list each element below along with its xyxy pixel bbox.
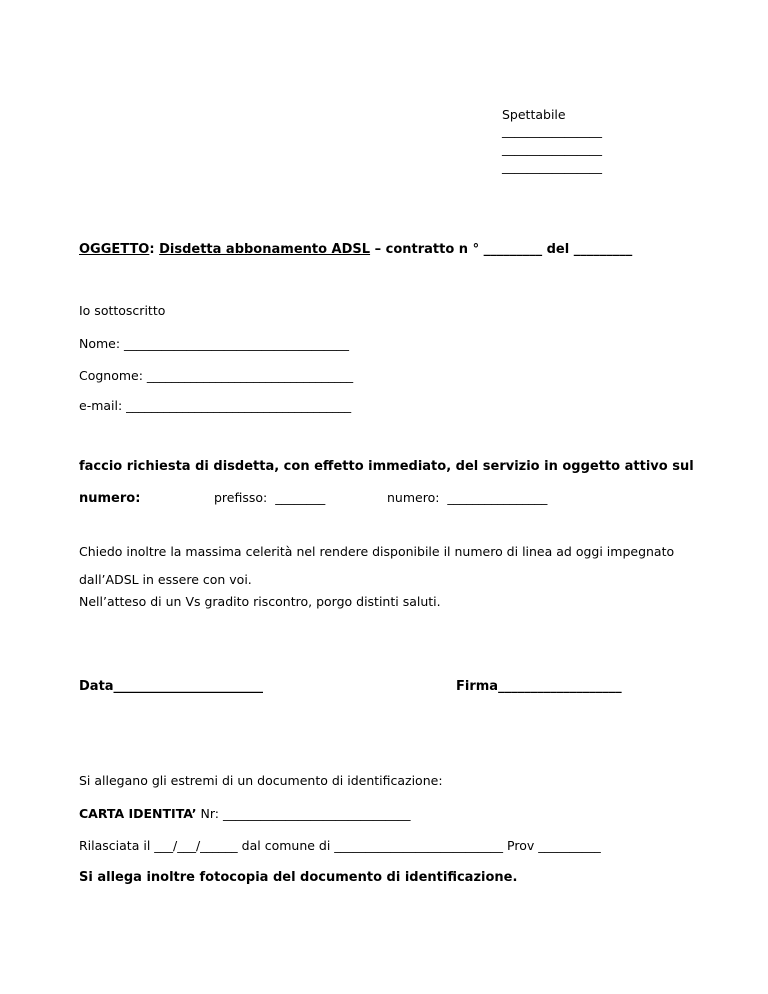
recipient-label: Spettabile [502, 107, 566, 122]
fotocopia-note: Si allega inoltre fotocopia del documento di identificazione. [79, 870, 518, 885]
body-line-2: dall’ADSL in essere con voi. [79, 572, 252, 587]
date-field: Data_______________________ [79, 679, 264, 694]
request-line: faccio richiesta di disdetta, con effetto immediato, del servizio in oggetto attivo sul [79, 459, 694, 474]
recipient-line-3: ________________ [502, 159, 602, 174]
subject-topic: Disdetta abbonamento ADSL [159, 242, 371, 257]
subject-rest: – contratto n ° _________ del _________ [370, 242, 633, 257]
subject-line [79, 243, 632, 256]
body-line-1: Chiedo inoltre la massima celerità nel rendere disponibile il numero di linea ad oggi impegnato [79, 544, 675, 559]
carta-identita-number: Nr: ______________________________ [196, 806, 411, 821]
rilasciata-field: Rilasciata il ___/___/______ dal comune di ___________________________ Prov __________ [79, 838, 601, 853]
email-field: e-mail: ____________________________________ [79, 398, 352, 413]
cognome-field: Cognome: _________________________________ [79, 368, 354, 383]
prefisso-field: prefisso: ________ [214, 490, 326, 505]
attachments-intro: Si allegano gli estremi di un documento di identificazione: [79, 773, 443, 788]
body-line-3: Nell’atteso di un Vs gradito riscontro, porgo distinti saluti. [79, 594, 441, 609]
recipient-line-2: ________________ [502, 141, 602, 156]
carta-identita-field [79, 808, 410, 821]
signature-field: Firma___________________ [456, 679, 622, 694]
carta-identita-label: CARTA IDENTITA’ [79, 806, 197, 821]
numero-field: numero: ________________ [387, 490, 548, 505]
subject-label: OGGETTO [79, 242, 150, 257]
intro-text: Io sottoscritto [79, 303, 166, 318]
subject-colon: : [149, 242, 155, 257]
recipient-line-1: ________________ [502, 123, 602, 138]
nome-field: Nome: ____________________________________ [79, 336, 350, 351]
numero-label: numero: [79, 491, 141, 506]
